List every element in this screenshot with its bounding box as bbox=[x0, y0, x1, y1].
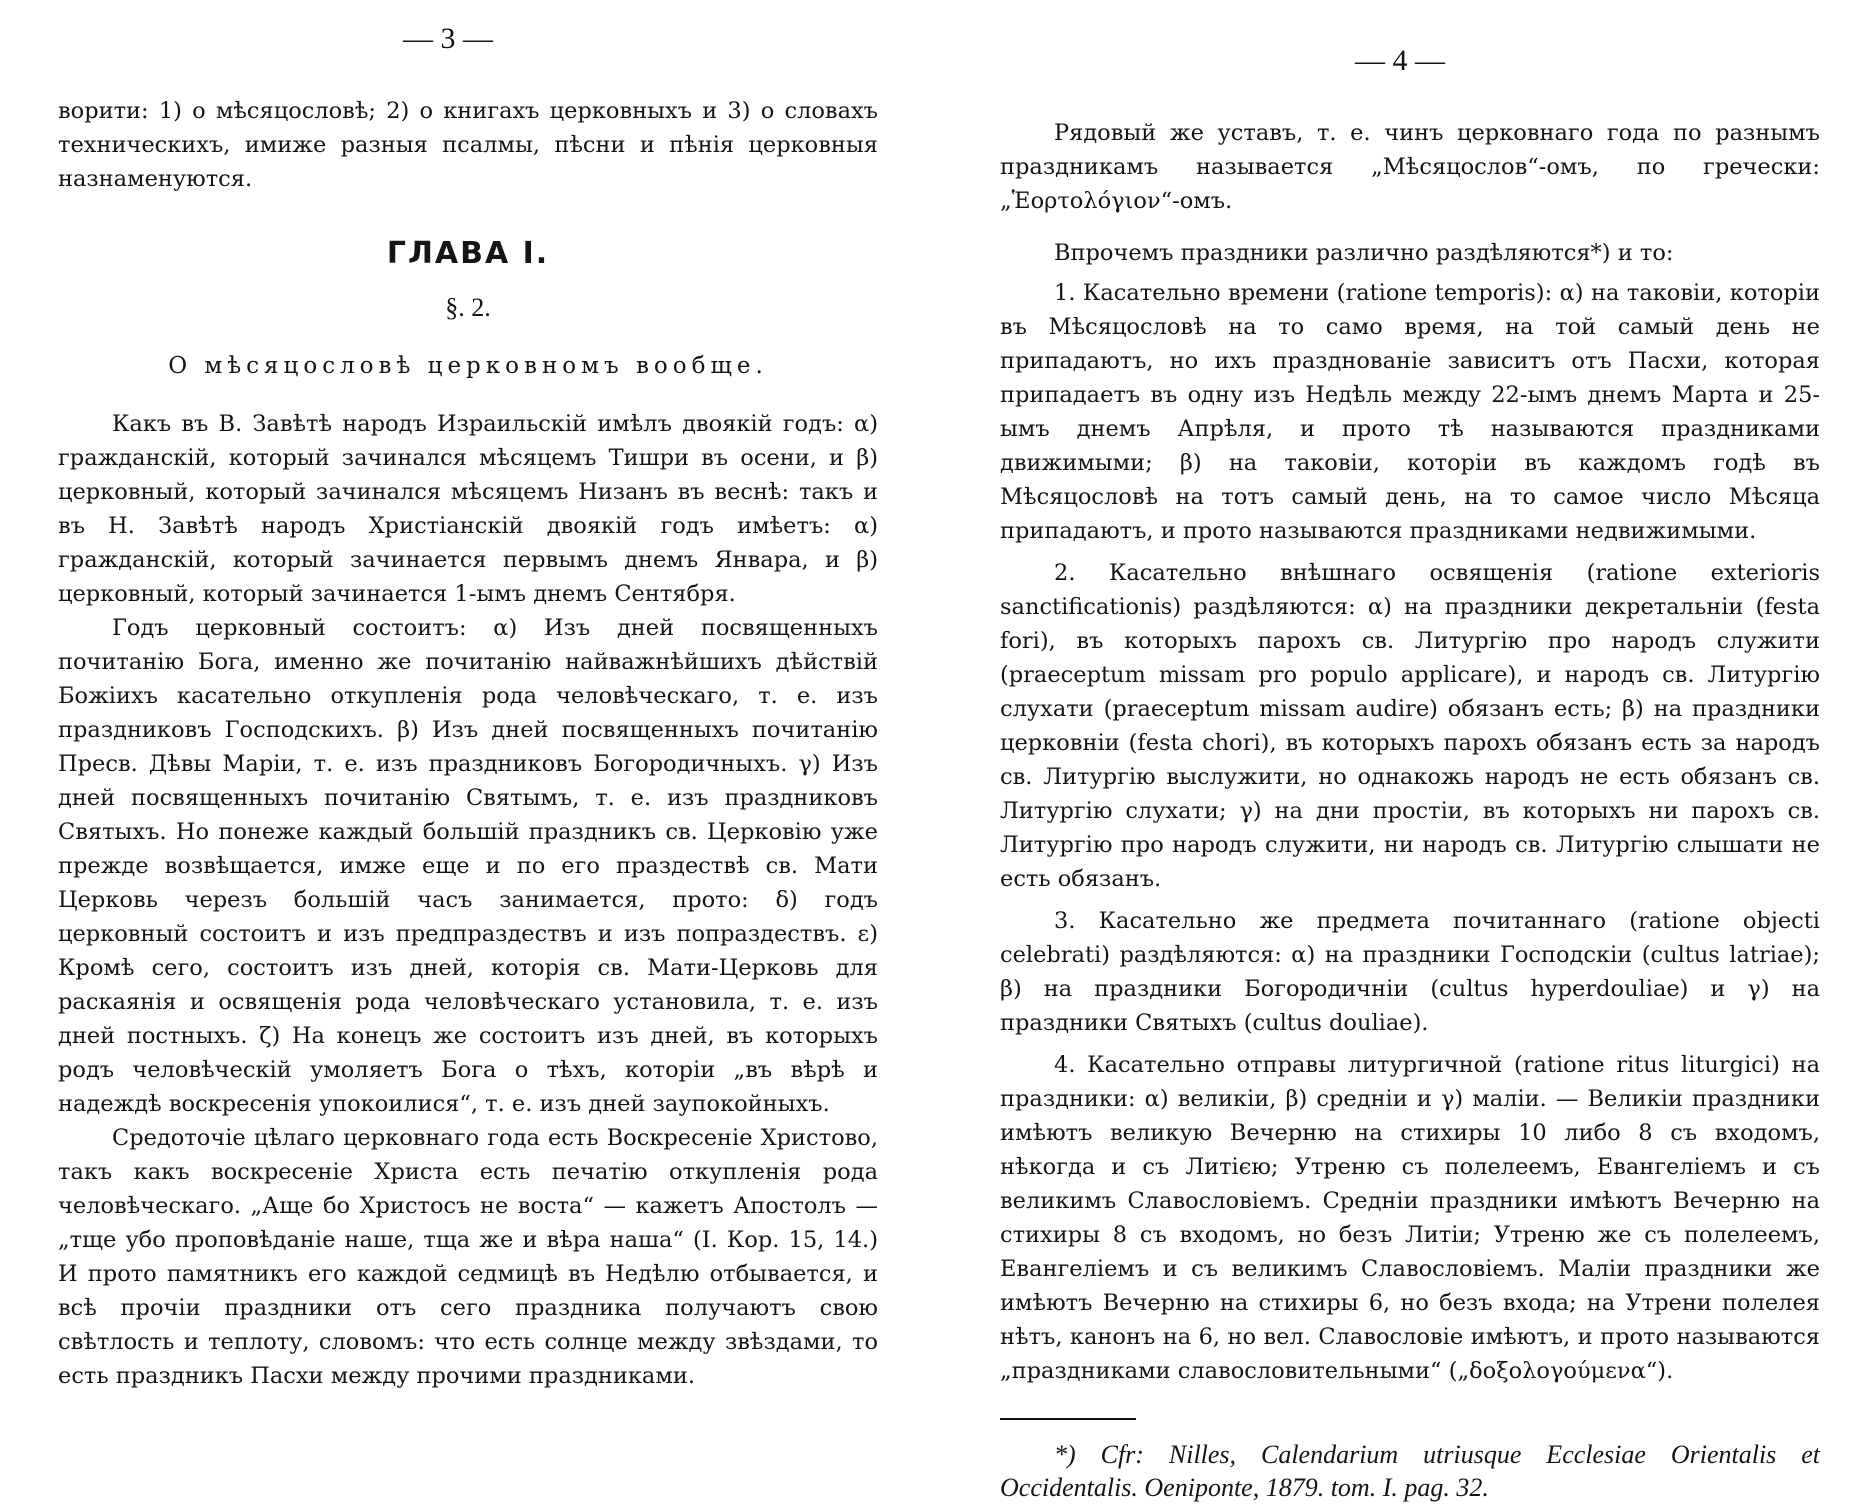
body-paragraph: Впрочемъ праздники различно раздѣляются*) и то: bbox=[1054, 240, 1674, 266]
body-paragraph: 4. Касательно отправы литургичной (ratione ritus liturgici) на праздники: α) великіи, β) средніи и γ) маліи. — Великіи праздники имѣютъ великую Вечерню на стихиры 10 либо 8 съ входомъ, нѣкогда и съ Литією; Утреню съ полелеемъ, Евангеліемъ и съ великимъ Славословіемъ. Средніи праздники имѣютъ Вечерню на стихиры 8 съ входомъ, но безъ Литіи; Утреню же съ полелеемъ, Евангеліемъ и съ великимъ Славословіемъ. Маліи праздники же имѣютъ Вечерню на стихиры 6, но безъ входа; на Утрени полелея нѣтъ, канонъ на 6, но вел. Славословіе имѣютъ, и прото называются „праздниками славословительными“ („δοξολογούμενα“). bbox=[1000, 1052, 1820, 1384]
chapter-heading: ГЛАВА I. bbox=[386, 236, 550, 271]
right-page bbox=[1000, 0, 1820, 1504]
intro-paragraph: ворити: 1) о мѣсяцословѣ; 2) о книгахъ церковныхъ и 3) о словахъ техническихъ, имиже разныя псалмы, пѣсни и пѣнія церковныя назнаменуются. bbox=[58, 98, 878, 192]
body-paragraph: 3. Касательно же предмета почитаннаго (ratione objecti celebrati) раздѣляются: α) на праздники Господскіи (cultus latriae); β) на праздники Богородичніи (cultus hyperdouliae) и γ) на праздники Святыхъ (cultus douliae). bbox=[1000, 908, 1820, 1036]
body-paragraph: Какъ въ В. Завѣтѣ народъ Израильскій имѣлъ двоякій годъ: α) гражданскій, который зачинался мѣсяцемъ Тишри въ осени, и β) церковный, который зачинался мѣсяцемъ Низанъ въ веснѣ: такъ и въ Н. Завѣтѣ народъ Христіанскій двоякій годъ имѣетъ: α) гражданскій, который зачинается первымъ днемъ Январа, и β) церковный, который зачинается 1-ымъ днемъ Сентября. bbox=[58, 411, 878, 607]
body-paragraph: Годъ церковный состоитъ: α) Изъ дней посвященныхъ почитанію Бога, именно же почитанію найважнѣйшихъ дѣйствій Божіихъ касательно откупленія рода человѣческаго, т. е. изъ праздниковъ Господскихъ. β) Изъ дней посвященныхъ почитанію Пресв. Дѣвы Маріи, т. е. изъ праздниковъ Богородичныхъ. γ) Изъ дней посвященныхъ почитанію Святымъ, т. е. изъ праздниковъ Святыхъ. Но понеже каждый большій праздникъ св. Церковію уже прежде возвѣщается, имже еще и по его праздествѣ св. Мати Церковь черезъ большій часъ занимается, прото: δ) годъ церковный состоитъ и изъ предпраздествъ и изъ попраздествъ. ε) Кромѣ сего, состоитъ изъ дней, которія св. Мати-Церковь для раскаянія и освященія рода человѣческаго установила, т. е. изъ дней постныхъ. ζ) На конецъ же состоитъ изъ дней, въ которыхъ родъ человѣческій умоляетъ Бога о тѣхъ, которіи „въ вѣрѣ и надеждѣ воскресенія упокоилися“, т. е. изъ дней заупокойныхъ. bbox=[58, 615, 878, 1117]
section-number: §. 2. bbox=[445, 293, 491, 322]
footnote: *) Cfr: Nilles, Calendarium utriusque Ecclesiae Orientalis et Occidentalis. Oeniponte, 1879. tom. I. pag. 32. bbox=[1000, 1440, 1820, 1502]
body-paragraph: Средоточіе цѣлаго церковнаго года есть Воскресеніе Христово, такъ какъ воскресеніе Христа есть печатію откупленія рода человѣческаго. „Аще бо Христосъ не воста“ — кажетъ Апостолъ — „тще убо проповѣданіе наше, тща же и вѣра наша“ (I. Кор. 15, 14.) И прото памятникъ его каждой седмицѣ въ Недѣлю отбывается, и всѣ прочіи праздники отъ сего праздника получаютъ свою свѣтлость и теплоту, словомъ: что есть солнце между звѣздами, то есть праздникъ Пасхи между прочими праздниками. bbox=[58, 1125, 878, 1389]
page-number: — 3 — bbox=[403, 22, 493, 55]
page-number: — 4 — bbox=[1355, 44, 1445, 77]
body-paragraph: 2. Касательно внѣшнаго освященія (ratione exterioris sanctificationis) раздѣляются: α) на праздники декретальніи (festa fori), въ которыхъ парохъ св. Литургію про народъ служити (praeceptum missam pro populo applicare), и народъ св. Литургію слухати (praeceptum missam audire) обязанъ есть; β) на праздники церковніи (festa chori), въ которыхъ парохъ обязанъ есть за народъ св. Литургію выслужити, но однакожь народъ не есть обязанъ св. Литургію слухати; γ) на дни простіи, въ которыхъ ни парохъ св. Литургію про народъ служити, ни народъ св. Литургію слышати не есть обязанъ. bbox=[1000, 560, 1820, 892]
left-page bbox=[58, 0, 878, 1393]
footnote-rule bbox=[1000, 1418, 1136, 1420]
body-paragraph: 1. Касательно времени (ratione temporis): α) на таковіи, которіи въ Мѣсяцословѣ на то само время, на той самый день не припадаютъ, но ихъ празднованіе зависитъ отъ Пасхи, которая припадаетъ въ одну изъ Недѣль между 22-ымъ днемъ Марта и 25-ымъ днемъ Апрѣля, и прото тѣ называются праздниками движимыми; β) на таковіи, которіи въ каждомъ годѣ въ Мѣсяцословѣ на тотъ самый день, на то самое число Мѣсяца припадаютъ, и прото называются праздниками недвижимыми. bbox=[1000, 280, 1820, 544]
body-paragraph: Рядовый же уставъ, т. е. чинъ церковнаго года по разнымъ праздникамъ называется „Мѣсяцослов“-омъ, по гречески: „Ἑορτολόγιον“-омъ. bbox=[1000, 120, 1820, 214]
section-title: О мѣсяцословѣ церковномъ вообще. bbox=[168, 353, 768, 379]
